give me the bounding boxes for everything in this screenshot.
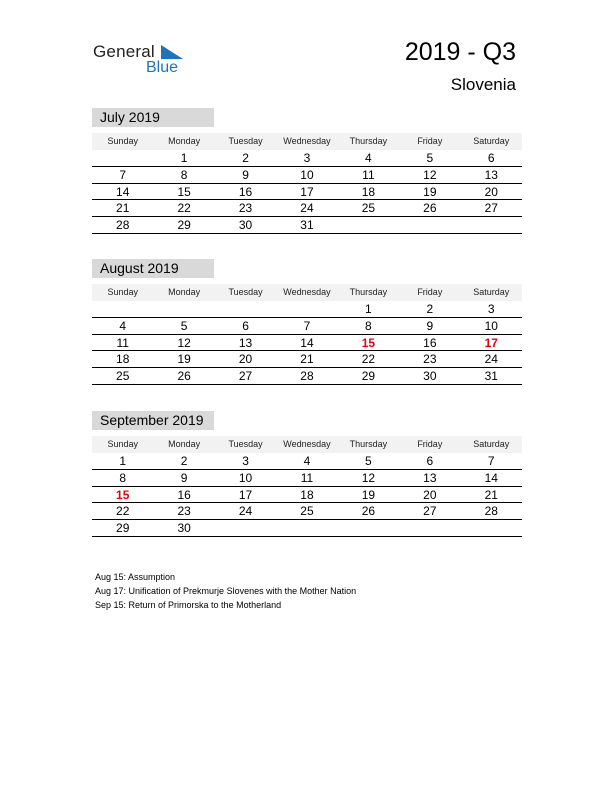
brand-logo xyxy=(93,42,193,78)
month-title: September 2019 xyxy=(92,411,214,430)
weekday-label: Saturday xyxy=(473,287,510,297)
day-cell: 30 xyxy=(177,521,191,536)
weekday-label: Wednesday xyxy=(283,439,331,449)
month-september xyxy=(92,411,522,537)
day-cell: 29 xyxy=(177,218,191,233)
day-cell: 16 xyxy=(238,184,253,199)
day-cell: 5 xyxy=(426,151,434,165)
day-cell xyxy=(215,520,276,536)
day-cell: 24 xyxy=(238,504,253,519)
day-cell: 26 xyxy=(423,201,437,216)
day-cell: 14 xyxy=(484,470,498,485)
day-cell: 14 xyxy=(300,335,314,350)
day-cell: 27 xyxy=(238,369,253,384)
day-cell: 4 xyxy=(365,151,372,165)
day-cell: 2 xyxy=(426,302,434,316)
day-cell: 18 xyxy=(300,487,314,502)
logo-general-text: General xyxy=(93,42,155,61)
day-cell xyxy=(276,520,337,536)
day-cell xyxy=(92,301,153,317)
week-row xyxy=(92,520,522,537)
day-cell: 31 xyxy=(484,369,498,384)
day-cell: 5 xyxy=(365,454,372,468)
day-cell: 6 xyxy=(426,454,434,468)
day-cell xyxy=(276,301,337,317)
week-row xyxy=(92,217,522,234)
day-cell: 7 xyxy=(487,454,495,468)
day-cell xyxy=(399,217,460,233)
week-row xyxy=(92,487,522,504)
day-cell: 14 xyxy=(116,184,130,199)
day-cell: 16 xyxy=(423,335,437,350)
week-row xyxy=(92,200,522,217)
day-cell: 31 xyxy=(300,218,314,233)
weekday-label: Tuesday xyxy=(228,287,263,297)
weekday-header-row xyxy=(92,436,522,453)
day-cell: 19 xyxy=(423,184,437,199)
day-cell: 20 xyxy=(423,487,437,502)
holiday-day-cell: 17 xyxy=(484,335,498,350)
holiday-day-cell: 15 xyxy=(361,335,376,350)
day-cell: 13 xyxy=(238,335,253,350)
holiday-notes xyxy=(95,570,356,612)
weekday-label: Tuesday xyxy=(228,136,263,146)
day-cell: 7 xyxy=(303,318,311,333)
day-cell: 6 xyxy=(487,151,495,165)
weekday-label: Thursday xyxy=(349,439,388,449)
day-cell: 3 xyxy=(242,454,249,468)
day-cell: 4 xyxy=(303,454,311,468)
weekday-label: Saturday xyxy=(473,136,510,146)
day-cell: 20 xyxy=(484,184,498,199)
day-cell: 12 xyxy=(423,167,437,182)
day-cell: 13 xyxy=(484,167,498,182)
day-cell: 21 xyxy=(116,201,130,216)
day-cell: 10 xyxy=(484,318,498,333)
weekday-label: Wednesday xyxy=(283,136,331,146)
day-cell xyxy=(338,217,399,233)
day-cell xyxy=(338,520,399,536)
weekday-label: Monday xyxy=(168,136,201,146)
day-cell: 8 xyxy=(180,167,188,182)
day-cell: 24 xyxy=(484,352,498,367)
day-cell xyxy=(461,217,522,233)
day-cell: 17 xyxy=(238,487,253,502)
weekday-label: Thursday xyxy=(349,287,388,297)
weekday-label: Monday xyxy=(168,287,201,297)
day-cell: 15 xyxy=(177,184,191,199)
day-cell: 16 xyxy=(177,487,191,502)
week-row xyxy=(92,351,522,368)
week-row xyxy=(92,503,522,520)
day-cell: 18 xyxy=(361,184,376,199)
day-cell: 6 xyxy=(242,318,249,333)
month-july xyxy=(92,108,522,234)
page-title: 2019 - Q3 xyxy=(404,38,516,66)
week-row xyxy=(92,318,522,335)
week-row xyxy=(92,184,522,201)
day-cell: 23 xyxy=(423,352,437,367)
logo-blue-text: Blue xyxy=(146,59,179,76)
month-title: August 2019 xyxy=(92,259,214,278)
day-cell: 1 xyxy=(119,454,127,468)
day-cell: 11 xyxy=(362,167,375,182)
day-cell: 13 xyxy=(423,470,437,485)
day-cell: 27 xyxy=(484,201,498,216)
day-cell: 3 xyxy=(303,151,311,165)
week-row xyxy=(92,167,522,184)
day-cell xyxy=(399,520,460,536)
week-row xyxy=(92,368,522,385)
day-cell: 30 xyxy=(423,369,437,384)
day-cell: 9 xyxy=(242,167,249,182)
day-cell: 28 xyxy=(484,504,498,519)
day-cell: 12 xyxy=(177,335,191,350)
day-cell: 2 xyxy=(242,151,249,165)
week-row xyxy=(92,301,522,318)
week-row xyxy=(92,150,522,167)
day-cell: 2 xyxy=(180,454,188,468)
day-cell: 20 xyxy=(238,352,253,367)
holiday-day-cell: 15 xyxy=(116,487,130,502)
day-cell: 25 xyxy=(300,504,314,519)
week-row xyxy=(92,453,522,470)
day-cell: 25 xyxy=(116,369,130,384)
day-cell: 9 xyxy=(426,318,434,333)
day-cell: 1 xyxy=(365,302,372,316)
day-cell: 26 xyxy=(361,504,376,519)
day-cell: 26 xyxy=(177,369,191,384)
day-cell: 8 xyxy=(365,318,372,333)
day-cell: 19 xyxy=(177,352,191,367)
weekday-label: Monday xyxy=(168,439,201,449)
day-cell: 10 xyxy=(300,167,314,182)
weekday-label: Sunday xyxy=(107,136,138,146)
day-cell: 18 xyxy=(116,352,130,367)
weekday-label: Saturday xyxy=(473,439,510,449)
day-cell xyxy=(215,301,276,317)
week-row xyxy=(92,335,522,352)
day-cell: 24 xyxy=(300,201,314,216)
month-august xyxy=(92,259,522,385)
weekday-label: Thursday xyxy=(349,136,388,146)
day-cell: 23 xyxy=(238,201,253,216)
day-cell: 29 xyxy=(361,369,376,384)
holiday-note: Aug 15: Assumption xyxy=(95,572,176,582)
day-cell: 11 xyxy=(300,470,314,485)
country-name: Slovenia xyxy=(450,75,516,94)
day-cell: 7 xyxy=(119,167,127,182)
week-row xyxy=(92,470,522,487)
day-cell: 8 xyxy=(119,470,127,485)
day-cell: 19 xyxy=(361,487,376,502)
day-cell: 21 xyxy=(484,487,498,502)
day-cell: 17 xyxy=(300,184,314,199)
weekday-label: Friday xyxy=(417,439,443,449)
day-cell: 22 xyxy=(361,352,376,367)
day-cell: 1 xyxy=(180,151,188,165)
day-cell: 9 xyxy=(180,470,188,485)
weekday-header-row xyxy=(92,284,522,301)
day-cell: 5 xyxy=(180,318,188,333)
weekday-header-row xyxy=(92,133,522,150)
day-cell xyxy=(461,520,522,536)
day-cell: 12 xyxy=(361,470,376,485)
day-cell: 4 xyxy=(119,318,127,333)
day-cell xyxy=(92,150,153,166)
day-cell: 27 xyxy=(423,504,437,519)
logo-triangle-icon xyxy=(161,45,183,61)
day-cell: 28 xyxy=(300,369,314,384)
weekday-label: Friday xyxy=(417,136,443,146)
holiday-note: Sep 15: Return of Primorska to the Motherland xyxy=(95,600,282,610)
weekday-label: Sunday xyxy=(107,439,138,449)
day-cell: 29 xyxy=(116,521,130,536)
day-cell: 22 xyxy=(177,201,191,216)
day-cell: 11 xyxy=(116,335,129,350)
holiday-note: Aug 17: Unification of Prekmurje Slovenes with the Mother Nation xyxy=(95,586,357,596)
day-cell: 10 xyxy=(238,470,253,485)
day-cell: 30 xyxy=(238,218,253,233)
day-cell: 3 xyxy=(487,302,495,316)
day-cell xyxy=(153,301,214,317)
day-cell: 25 xyxy=(361,201,376,216)
weekday-label: Tuesday xyxy=(228,439,263,449)
day-cell: 22 xyxy=(116,504,130,519)
day-cell: 21 xyxy=(300,352,314,367)
weekday-label: Friday xyxy=(417,287,443,297)
month-title: July 2019 xyxy=(92,108,214,127)
day-cell: 23 xyxy=(177,504,191,519)
weekday-label: Wednesday xyxy=(283,287,331,297)
weekday-label: Sunday xyxy=(107,287,138,297)
day-cell: 28 xyxy=(116,218,130,233)
